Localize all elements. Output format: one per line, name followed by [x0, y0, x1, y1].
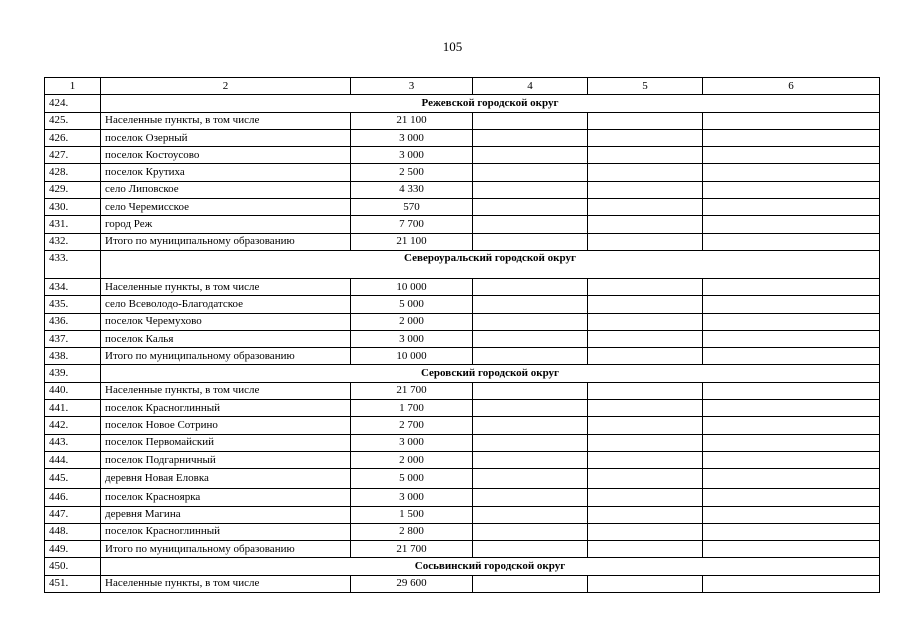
empty-cell: [588, 575, 703, 592]
value-cell: 2 500: [351, 164, 473, 181]
settlement-name-cell: Населенные пункты, в том числе: [101, 278, 351, 295]
empty-cell: [473, 216, 588, 233]
empty-cell: [473, 164, 588, 181]
table-row: [45, 164, 880, 181]
settlement-name-cell: поселок Красноглинный: [101, 400, 351, 417]
empty-cell: [473, 382, 588, 399]
settlement-name-cell: поселок Крутиха: [101, 164, 351, 181]
empty-cell: [588, 330, 703, 347]
column-number-cell: 3: [351, 78, 473, 95]
row-number-cell: 436.: [45, 313, 101, 330]
column-number-cell: 2: [101, 78, 351, 95]
table-row: [45, 348, 880, 365]
row-number-cell: 440.: [45, 382, 101, 399]
empty-cell: [703, 348, 880, 365]
table-row: [45, 233, 880, 250]
table-row: [45, 541, 880, 558]
value-cell: 3 000: [351, 330, 473, 347]
row-number-cell: 427.: [45, 147, 101, 164]
empty-cell: [588, 278, 703, 295]
table-row: [45, 575, 880, 592]
empty-cell: [703, 181, 880, 198]
empty-cell: [473, 313, 588, 330]
empty-cell: [588, 506, 703, 523]
empty-cell: [588, 199, 703, 216]
row-number-cell: 448.: [45, 523, 101, 540]
table-row: [45, 296, 880, 313]
empty-cell: [703, 296, 880, 313]
value-cell: 3 000: [351, 434, 473, 451]
empty-cell: [588, 348, 703, 365]
row-number-cell: 450.: [45, 558, 101, 575]
value-cell: 2 700: [351, 417, 473, 434]
section-title-cell: Режевской городской округ: [101, 95, 880, 112]
settlement-name-cell: Населенные пункты, в том числе: [101, 575, 351, 592]
value-cell: 10 000: [351, 278, 473, 295]
empty-cell: [473, 233, 588, 250]
settlement-name-cell: Населенные пункты, в том числе: [101, 382, 351, 399]
page-number: 105: [442, 39, 463, 54]
settlement-name-cell: Населенные пункты, в том числе: [101, 112, 351, 129]
table-row: [45, 523, 880, 540]
row-number-cell: 428.: [45, 164, 101, 181]
empty-cell: [473, 417, 588, 434]
settlement-name-cell: поселок Красноглинный: [101, 523, 351, 540]
empty-cell: [588, 216, 703, 233]
empty-cell: [473, 129, 588, 146]
table-row: [45, 216, 880, 233]
settlement-name-cell: деревня Новая Еловка: [101, 469, 351, 489]
settlement-name-cell: Итого по муниципальному образованию: [101, 233, 351, 250]
row-number-cell: 429.: [45, 181, 101, 198]
empty-cell: [473, 434, 588, 451]
row-number-cell: 446.: [45, 489, 101, 506]
empty-cell: [588, 129, 703, 146]
settlement-name-cell: Итого по муниципальному образованию: [101, 541, 351, 558]
column-number-row: [45, 78, 880, 95]
empty-cell: [588, 523, 703, 540]
empty-cell: [473, 348, 588, 365]
empty-cell: [473, 147, 588, 164]
empty-cell: [703, 199, 880, 216]
value-cell: 3 000: [351, 129, 473, 146]
section-row: [45, 250, 880, 278]
value-cell: 1 500: [351, 506, 473, 523]
settlement-name-cell: поселок Черемухово: [101, 313, 351, 330]
empty-cell: [703, 434, 880, 451]
value-cell: 21 700: [351, 541, 473, 558]
value-cell: 10 000: [351, 348, 473, 365]
empty-cell: [473, 181, 588, 198]
settlement-name-cell: город Реж: [101, 216, 351, 233]
column-number-cell: 1: [45, 78, 101, 95]
empty-cell: [588, 164, 703, 181]
row-number-cell: 426.: [45, 129, 101, 146]
empty-cell: [703, 400, 880, 417]
table-row: [45, 489, 880, 506]
table-row: [45, 129, 880, 146]
empty-cell: [473, 199, 588, 216]
section-row: [45, 95, 880, 112]
table-row: [45, 181, 880, 198]
settlement-name-cell: село Липовское: [101, 181, 351, 198]
empty-cell: [703, 233, 880, 250]
table-row: [45, 451, 880, 468]
row-number-cell: 430.: [45, 199, 101, 216]
empty-cell: [588, 382, 703, 399]
column-number-cell: 5: [588, 78, 703, 95]
empty-cell: [473, 469, 588, 489]
row-number-cell: 445.: [45, 469, 101, 489]
section-title-cell: Сосьвинский городской округ: [101, 558, 880, 575]
empty-cell: [473, 330, 588, 347]
table-row: [45, 400, 880, 417]
value-cell: 21 100: [351, 233, 473, 250]
row-number-cell: 435.: [45, 296, 101, 313]
value-cell: 570: [351, 199, 473, 216]
empty-cell: [588, 233, 703, 250]
value-cell: 5 000: [351, 296, 473, 313]
empty-cell: [473, 523, 588, 540]
row-number-cell: 449.: [45, 541, 101, 558]
empty-cell: [473, 296, 588, 313]
empty-cell: [473, 489, 588, 506]
empty-cell: [588, 112, 703, 129]
empty-cell: [703, 469, 880, 489]
empty-cell: [703, 164, 880, 181]
empty-cell: [703, 216, 880, 233]
empty-cell: [588, 313, 703, 330]
table-row: [45, 313, 880, 330]
row-number-cell: 424.: [45, 95, 101, 112]
settlement-name-cell: поселок Новое Сотрино: [101, 417, 351, 434]
row-number-cell: 438.: [45, 348, 101, 365]
empty-cell: [703, 489, 880, 506]
settlement-name-cell: село Всеволодо-Благодатское: [101, 296, 351, 313]
empty-cell: [588, 181, 703, 198]
table-row: [45, 382, 880, 399]
value-cell: 3 000: [351, 489, 473, 506]
value-cell: 2 800: [351, 523, 473, 540]
empty-cell: [703, 382, 880, 399]
empty-cell: [703, 541, 880, 558]
empty-cell: [703, 278, 880, 295]
empty-cell: [703, 330, 880, 347]
table-row: [45, 434, 880, 451]
column-number-cell: 6: [703, 78, 880, 95]
value-cell: 21 700: [351, 382, 473, 399]
settlement-name-cell: Итого по муниципальному образованию: [101, 348, 351, 365]
section-title-cell: Серовский городской округ: [101, 365, 880, 382]
settlement-name-cell: село Черемисское: [101, 199, 351, 216]
settlement-name-cell: поселок Костоусово: [101, 147, 351, 164]
empty-cell: [588, 451, 703, 468]
section-row: [45, 365, 880, 382]
value-cell: 29 600: [351, 575, 473, 592]
empty-cell: [703, 575, 880, 592]
empty-cell: [588, 469, 703, 489]
empty-cell: [703, 112, 880, 129]
table-row: [45, 199, 880, 216]
table-row: [45, 469, 880, 489]
empty-cell: [703, 147, 880, 164]
row-number-cell: 442.: [45, 417, 101, 434]
empty-cell: [588, 147, 703, 164]
empty-cell: [703, 313, 880, 330]
empty-cell: [473, 541, 588, 558]
settlement-name-cell: поселок Подгарничный: [101, 451, 351, 468]
settlement-name-cell: поселок Калья: [101, 330, 351, 347]
row-number-cell: 444.: [45, 451, 101, 468]
empty-cell: [473, 506, 588, 523]
settlement-name-cell: деревня Магина: [101, 506, 351, 523]
value-cell: 1 700: [351, 400, 473, 417]
column-number-cell: 4: [473, 78, 588, 95]
row-number-cell: 447.: [45, 506, 101, 523]
empty-cell: [473, 278, 588, 295]
empty-cell: [703, 523, 880, 540]
row-number-cell: 437.: [45, 330, 101, 347]
row-number-cell: 433.: [45, 250, 101, 278]
value-cell: 3 000: [351, 147, 473, 164]
empty-cell: [473, 112, 588, 129]
row-number-cell: 425.: [45, 112, 101, 129]
value-cell: 4 330: [351, 181, 473, 198]
empty-cell: [588, 541, 703, 558]
table-row: [45, 147, 880, 164]
row-number-cell: 434.: [45, 278, 101, 295]
empty-cell: [703, 451, 880, 468]
row-number-cell: 432.: [45, 233, 101, 250]
empty-cell: [473, 451, 588, 468]
empty-cell: [703, 129, 880, 146]
table-row: [45, 112, 880, 129]
settlement-name-cell: поселок Озерный: [101, 129, 351, 146]
empty-cell: [473, 400, 588, 417]
row-number-cell: 439.: [45, 365, 101, 382]
table-row: [45, 278, 880, 295]
settlement-name-cell: поселок Первомайский: [101, 434, 351, 451]
row-number-cell: 431.: [45, 216, 101, 233]
table-row: [45, 417, 880, 434]
value-cell: 2 000: [351, 451, 473, 468]
empty-cell: [588, 434, 703, 451]
empty-cell: [473, 575, 588, 592]
value-cell: 7 700: [351, 216, 473, 233]
settlements-table: [44, 77, 880, 593]
settlement-name-cell: поселок Краснoярка: [101, 489, 351, 506]
table-row: [45, 506, 880, 523]
row-number-cell: 441.: [45, 400, 101, 417]
value-cell: 2 000: [351, 313, 473, 330]
value-cell: 21 100: [351, 112, 473, 129]
value-cell: 5 000: [351, 469, 473, 489]
empty-cell: [703, 417, 880, 434]
row-number-cell: 451.: [45, 575, 101, 592]
empty-cell: [588, 489, 703, 506]
empty-cell: [588, 417, 703, 434]
section-row: [45, 558, 880, 575]
row-number-cell: 443.: [45, 434, 101, 451]
empty-cell: [588, 296, 703, 313]
empty-cell: [588, 400, 703, 417]
empty-cell: [703, 506, 880, 523]
table-row: [45, 330, 880, 347]
section-title-cell: Североуральский городской округ: [101, 250, 880, 278]
